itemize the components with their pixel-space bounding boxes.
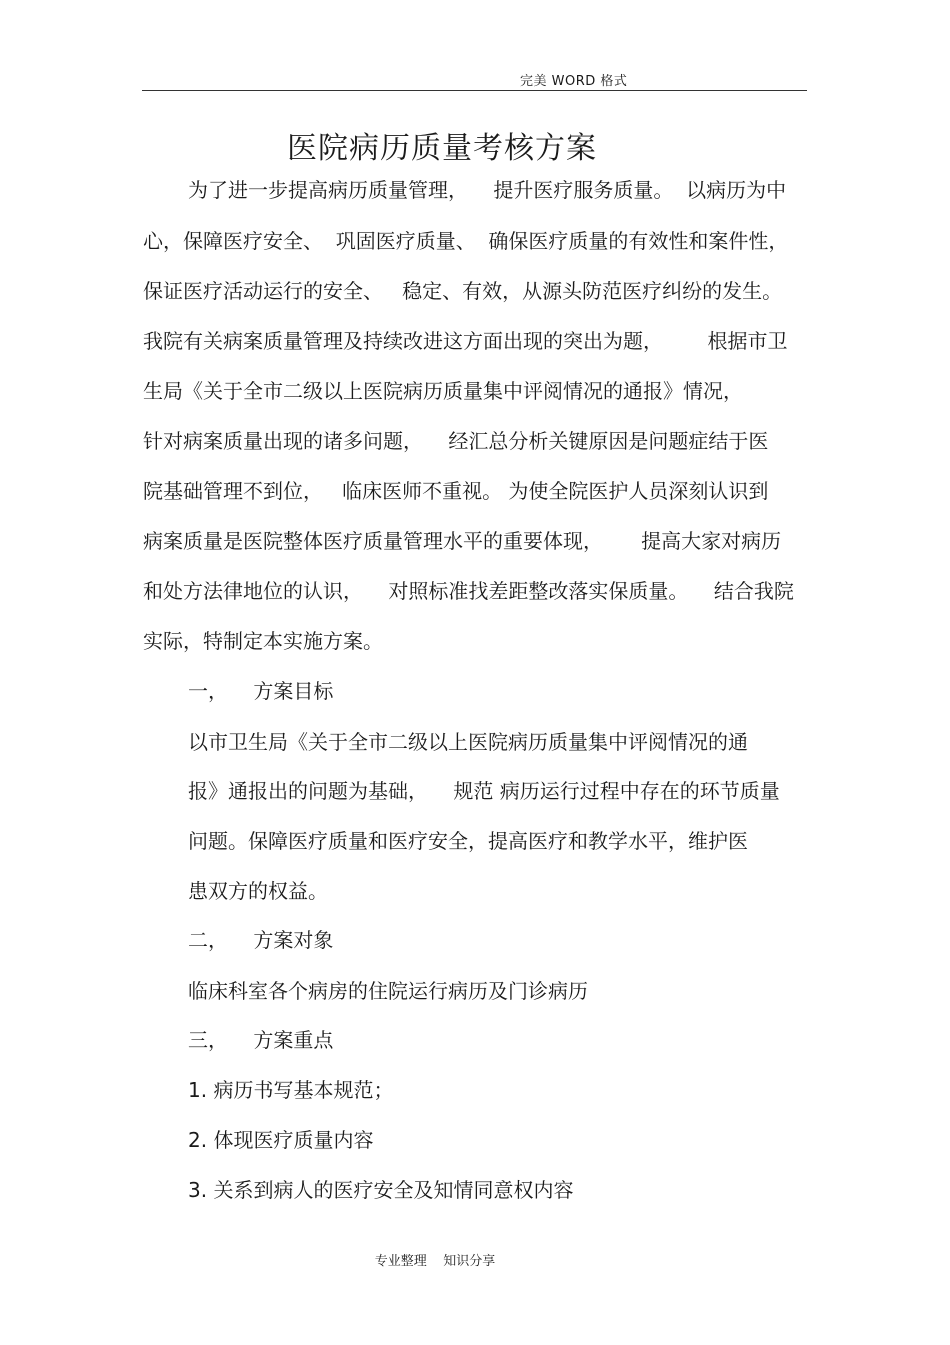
section-goal-line: 以市卫生局《关于全市二级以上医院病历质量集中评阅情况的通 xyxy=(188,730,748,754)
intro-line: 实际，特制定本实施方案。 xyxy=(143,629,383,653)
section-heading-goal: 一， 方案目标 xyxy=(188,679,334,703)
intro-line: 我院有关病案质量管理及持续改进这方面出现的突出为题， 根据市卫 xyxy=(143,329,788,353)
header-divider xyxy=(142,90,807,91)
intro-line: 生局《关于全市二级以上医院病历质量集中评阅情况的通报》情况， xyxy=(143,379,743,403)
document-title: 医院病历质量考核方案 xyxy=(287,131,597,166)
focus-list-item: 2. 体现医疗质量内容 xyxy=(188,1128,374,1152)
section-goal-line: 报》通报出的问题为基础， 规范 病历运行过程中存在的环节质量 xyxy=(188,779,780,803)
intro-line: 院基础管理不到位， 临床医师不重视。 为使全院医护人员深刻认识到 xyxy=(143,479,769,503)
page-header xyxy=(0,70,950,89)
intro-line: 和处方法律地位的认识， 对照标准找差距整改落实保质量。 结合我院 xyxy=(143,579,794,603)
focus-list-item: 3. 关系到病人的医疗安全及知情同意权内容 xyxy=(188,1178,574,1202)
intro-line: 为了进一步提高病历质量管理， 提升医疗服务质量。 以病历为中 xyxy=(188,178,787,202)
page-footer: 专业整理 知识分享 xyxy=(374,1254,496,1269)
intro-line: 心，保障医疗安全、 巩固医疗质量、 确保医疗质量的有效性和案件性， xyxy=(143,229,789,253)
intro-line: 病案质量是医院整体医疗质量管理水平的重要体现， 提高大家对病历 xyxy=(143,529,782,553)
section-heading-target: 二， 方案对象 xyxy=(188,928,334,952)
section-goal-line: 患双方的权益。 xyxy=(188,879,328,903)
intro-line: 保证医疗活动运行的安全、 稳定、有效，从源头防范医疗纠纷的发生。 xyxy=(143,279,783,303)
section-heading-focus: 三， 方案重点 xyxy=(188,1028,334,1052)
section-goal-line: 问题。保障医疗质量和医疗安全，提高医疗和教学水平，维护医 xyxy=(188,829,748,853)
section-target-text: 临床科室各个病房的住院运行病历及门诊病历 xyxy=(188,979,588,1003)
focus-list-item: 1. 病历书写基本规范； xyxy=(188,1078,394,1102)
intro-line: 针对病案质量出现的诸多问题， 经汇总分析关键原因是问题症结于医 xyxy=(143,429,769,453)
header-label: 完美 WORD 格式 xyxy=(520,74,628,89)
